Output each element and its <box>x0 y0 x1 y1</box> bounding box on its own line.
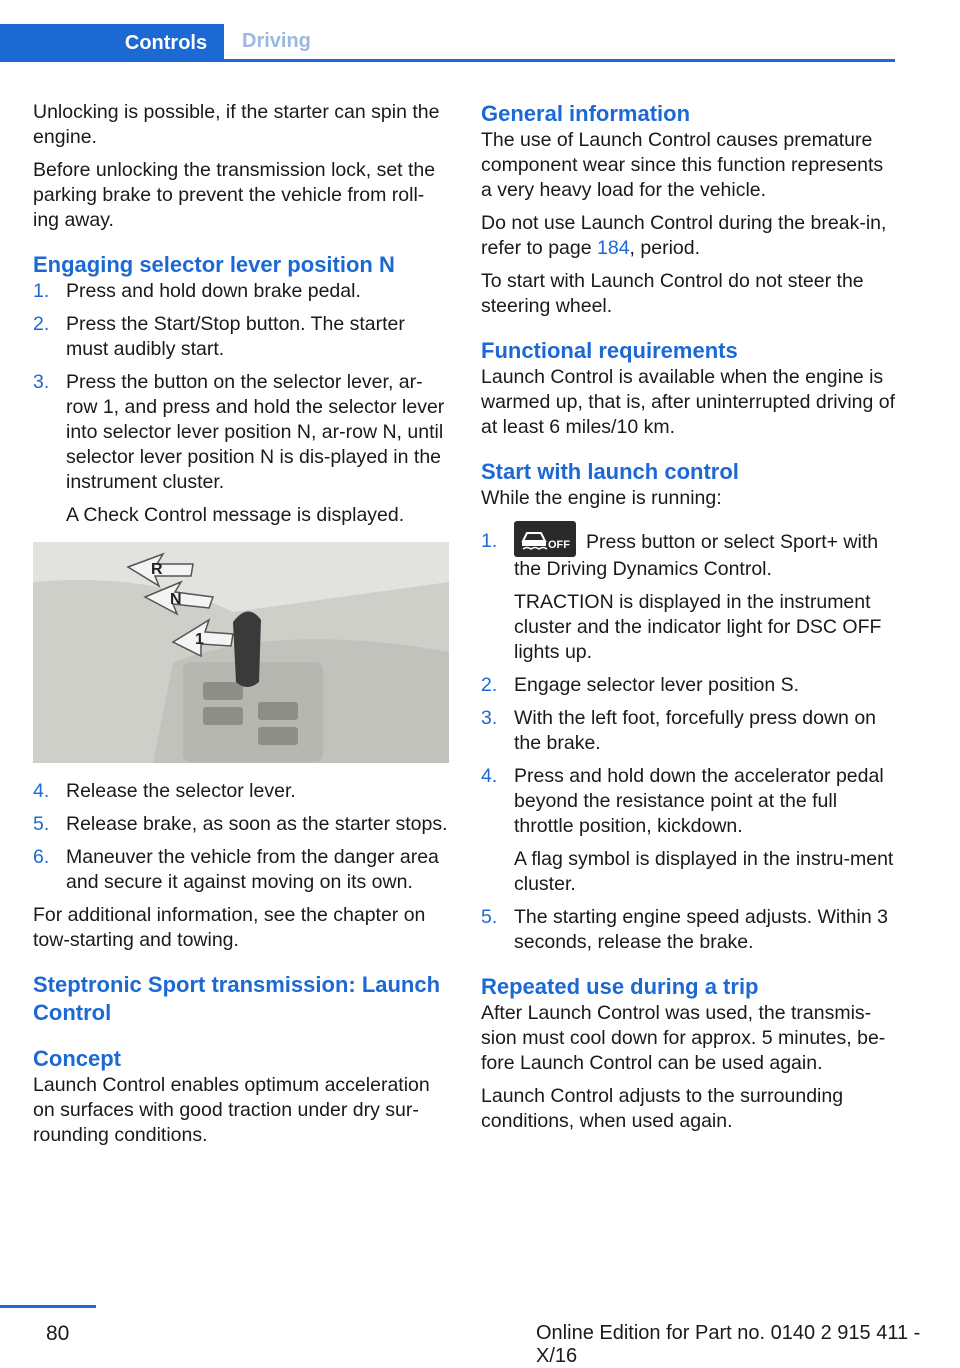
list-item: 5. Release brake, as soon as the starter stops. <box>33 813 448 835</box>
steps-list <box>481 673 899 839</box>
paragraph: While the engine is running: <box>481 487 722 509</box>
tab-controls[interactable]: Controls <box>0 24 224 62</box>
paragraph: To start with Launch Control do not steer the steering wheel. <box>481 270 864 317</box>
edition-text: Online Edition for Part no. 0140 2 915 411 - X/16 <box>536 1322 921 1367</box>
list-item: 1. Press and hold down brake pedal. <box>33 280 361 302</box>
page-number: 80 <box>46 1322 70 1345</box>
step-note: A flag symbol is displayed in the instru‐ment cluster. <box>514 848 894 895</box>
list-item: 4. Release the selector lever. <box>33 780 296 802</box>
paragraph: After Launch Control was used, the transmis‐sion must cool down for approx. 5 minutes, be‐fore Launch Control can be used again. <box>481 1002 886 1074</box>
heading-engaging: Engaging selector lever position N <box>33 252 395 277</box>
steps-list <box>481 529 899 582</box>
right-column <box>481 100 899 1142</box>
footer-rule <box>0 1305 96 1308</box>
heading-functional: Functional requirements <box>481 338 738 363</box>
tab-driving[interactable]: Driving <box>242 30 311 52</box>
paragraph: Before unlocking the transmission lock, set the parking brake to prevent the vehicle from roll‐ing away. <box>33 159 436 231</box>
paragraph: For additional information, see the chapter on tow-starting and towing. <box>33 904 426 951</box>
heading-general: General information <box>481 101 691 126</box>
list-item: 1. OFF Press button or select Sport+ with the Driving Dynamics Control. <box>481 529 899 582</box>
steps-list <box>481 905 899 955</box>
list-item: 6. Maneuver the vehicle from the danger area and secure it against moving on its own. <box>33 846 439 893</box>
paragraph: Launch Control adjusts to the surrounding conditions, when used again. <box>481 1085 844 1132</box>
step-note: TRACTION is displayed in the instrument cluster and the indicator light for DSC OFF lights up. <box>514 591 882 663</box>
list-item: 2. Press the Start/Stop button. The starter must audibly start. <box>33 313 405 360</box>
header-bar <box>0 0 895 62</box>
paragraph: Do not use Launch Control during the break-in, refer to page 184, period. <box>481 212 887 259</box>
dsc-off-icon: OFF <box>514 521 576 557</box>
page-link[interactable]: 184 <box>597 237 630 259</box>
list-item: 3. Press the button on the selector lever, ar‐row 1, and press and hold the selector lever into selector lever position N, ar‐row N, until selector lever position N is dis‐played in the instrument cluster. <box>33 371 445 493</box>
list-item: 3. With the left foot, forcefully press down on the brake. <box>481 707 877 754</box>
selector-lever-photo <box>33 542 449 763</box>
list-item: 2. Engage selector lever position S. <box>481 674 800 696</box>
heading-concept: Concept <box>33 1046 121 1071</box>
list-item: 4. Press and hold down the accelerator pedal beyond the resistance point at the full throttle position, kickdown. <box>481 765 884 837</box>
list-item: 5. The starting engine speed adjusts. Within 3 seconds, release the brake. <box>481 906 888 953</box>
paragraph: Launch Control enables optimum acceleration on surfaces with good traction under dry sur‐rounding conditions. <box>33 1074 430 1146</box>
paragraph: Unlocking is possible, if the starter can spin the engine. <box>33 101 440 148</box>
heading-repeated: Repeated use during a trip <box>481 974 759 999</box>
heading-start: Start with launch control <box>481 459 739 484</box>
left-column <box>33 100 449 1156</box>
arrow-label-n: N <box>170 591 182 608</box>
header-rule <box>0 59 895 62</box>
step-note: A Check Control message is displayed. <box>66 504 405 526</box>
steps-list <box>33 279 449 495</box>
selector-lever-illustration <box>33 542 449 763</box>
steps-list <box>33 779 449 895</box>
paragraph: The use of Launch Control causes premature component wear since this function represents a very heavy load for the vehicle. <box>481 129 884 201</box>
arrow-label-1: 1 <box>195 631 204 648</box>
paragraph: Launch Control is available when the engine is warmed up, that is, after uninterrupted driving of at least 6 miles/10 km. <box>481 366 896 438</box>
arrow-label-r: R <box>151 561 163 578</box>
heading-steptronic: Steptronic Sport transmission: Launch Control <box>33 972 441 1025</box>
